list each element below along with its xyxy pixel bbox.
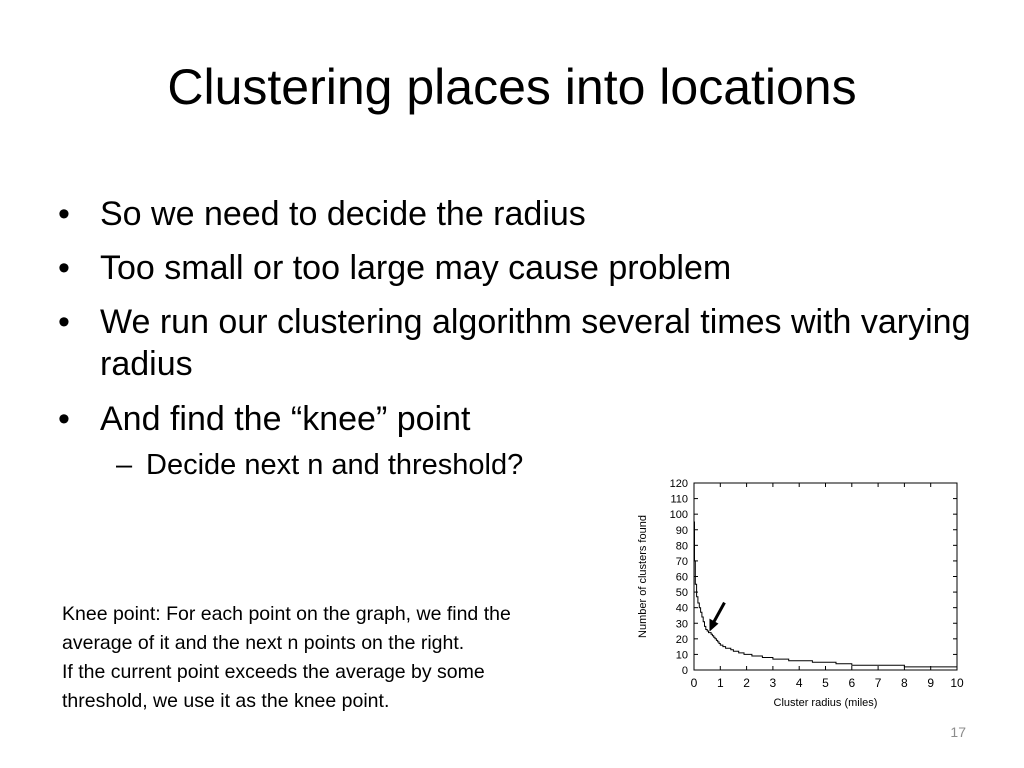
series-line [694,522,957,667]
x-tick-label: 7 [874,676,882,690]
bullet-marker: • [58,249,70,288]
x-tick-label: 8 [901,676,908,690]
x-tick-label: 6 [848,676,856,690]
note-line: Knee point: For each point on the graph, we find the [62,603,511,625]
bullet-item [58,247,978,289]
y-tick-label: 90 [675,524,688,537]
bullet-item [58,193,978,235]
y-axis-label: Number of clusters found [637,515,649,638]
bullet-marker: • [58,195,70,233]
x-tick-label: 2 [743,676,750,690]
y-tick-label: 110 [670,493,688,506]
knee-arrow-shaft [713,603,724,623]
x-tick-label: 4 [795,676,803,690]
bullet-list [58,193,978,483]
bullet-text: We run our clustering algorithm several times with varying radius [100,303,971,384]
bullet-text: Too small or too large may cause problem [100,249,732,288]
y-tick-label: 50 [675,587,688,600]
y-tick-label: 0 [681,665,688,677]
x-tick-label: 9 [927,676,935,690]
knee-point-note [62,600,622,715]
x-tick-label: 0 [690,676,698,690]
note-line: average of it and the next n points on the right. [62,631,465,654]
bullet-marker: • [58,399,70,438]
bullet-text: So we need to decide the radius [100,195,586,233]
y-tick-label: 10 [675,649,688,662]
y-tick-label: 30 [675,618,688,631]
y-tick-label: 60 [675,571,688,584]
bullet-item [58,398,978,440]
clusters-vs-radius-chart [630,470,975,720]
sub-bullet-marker: – [116,448,133,481]
x-tick-label: 3 [769,676,777,690]
x-tick-label: 10 [950,676,964,690]
y-tick-label: 70 [675,555,688,568]
bullet-text: And find the “knee” point [100,399,471,438]
plot-frame [694,483,957,670]
note-line: If the current point exceeds the average by some [62,660,485,683]
x-axis-label: Cluster radius (miles) [773,697,878,709]
y-tick-label: 20 [675,633,688,646]
y-tick-label: 100 [669,509,688,522]
x-tick-label: 1 [716,676,724,690]
note-line: threshold, we use it as the knee point. [62,689,390,712]
x-tick-label: 5 [822,676,829,690]
y-tick-label: 40 [675,602,688,615]
bullet-item [58,301,978,385]
y-tick-label: 120 [669,478,688,490]
sub-bullet-text: Decide next n and threshold? [146,448,524,481]
slide-title: Clustering places into locations [167,59,857,115]
bullet-marker: • [58,303,70,342]
slide-number: 17 [950,724,966,740]
y-tick-label: 80 [675,540,688,553]
